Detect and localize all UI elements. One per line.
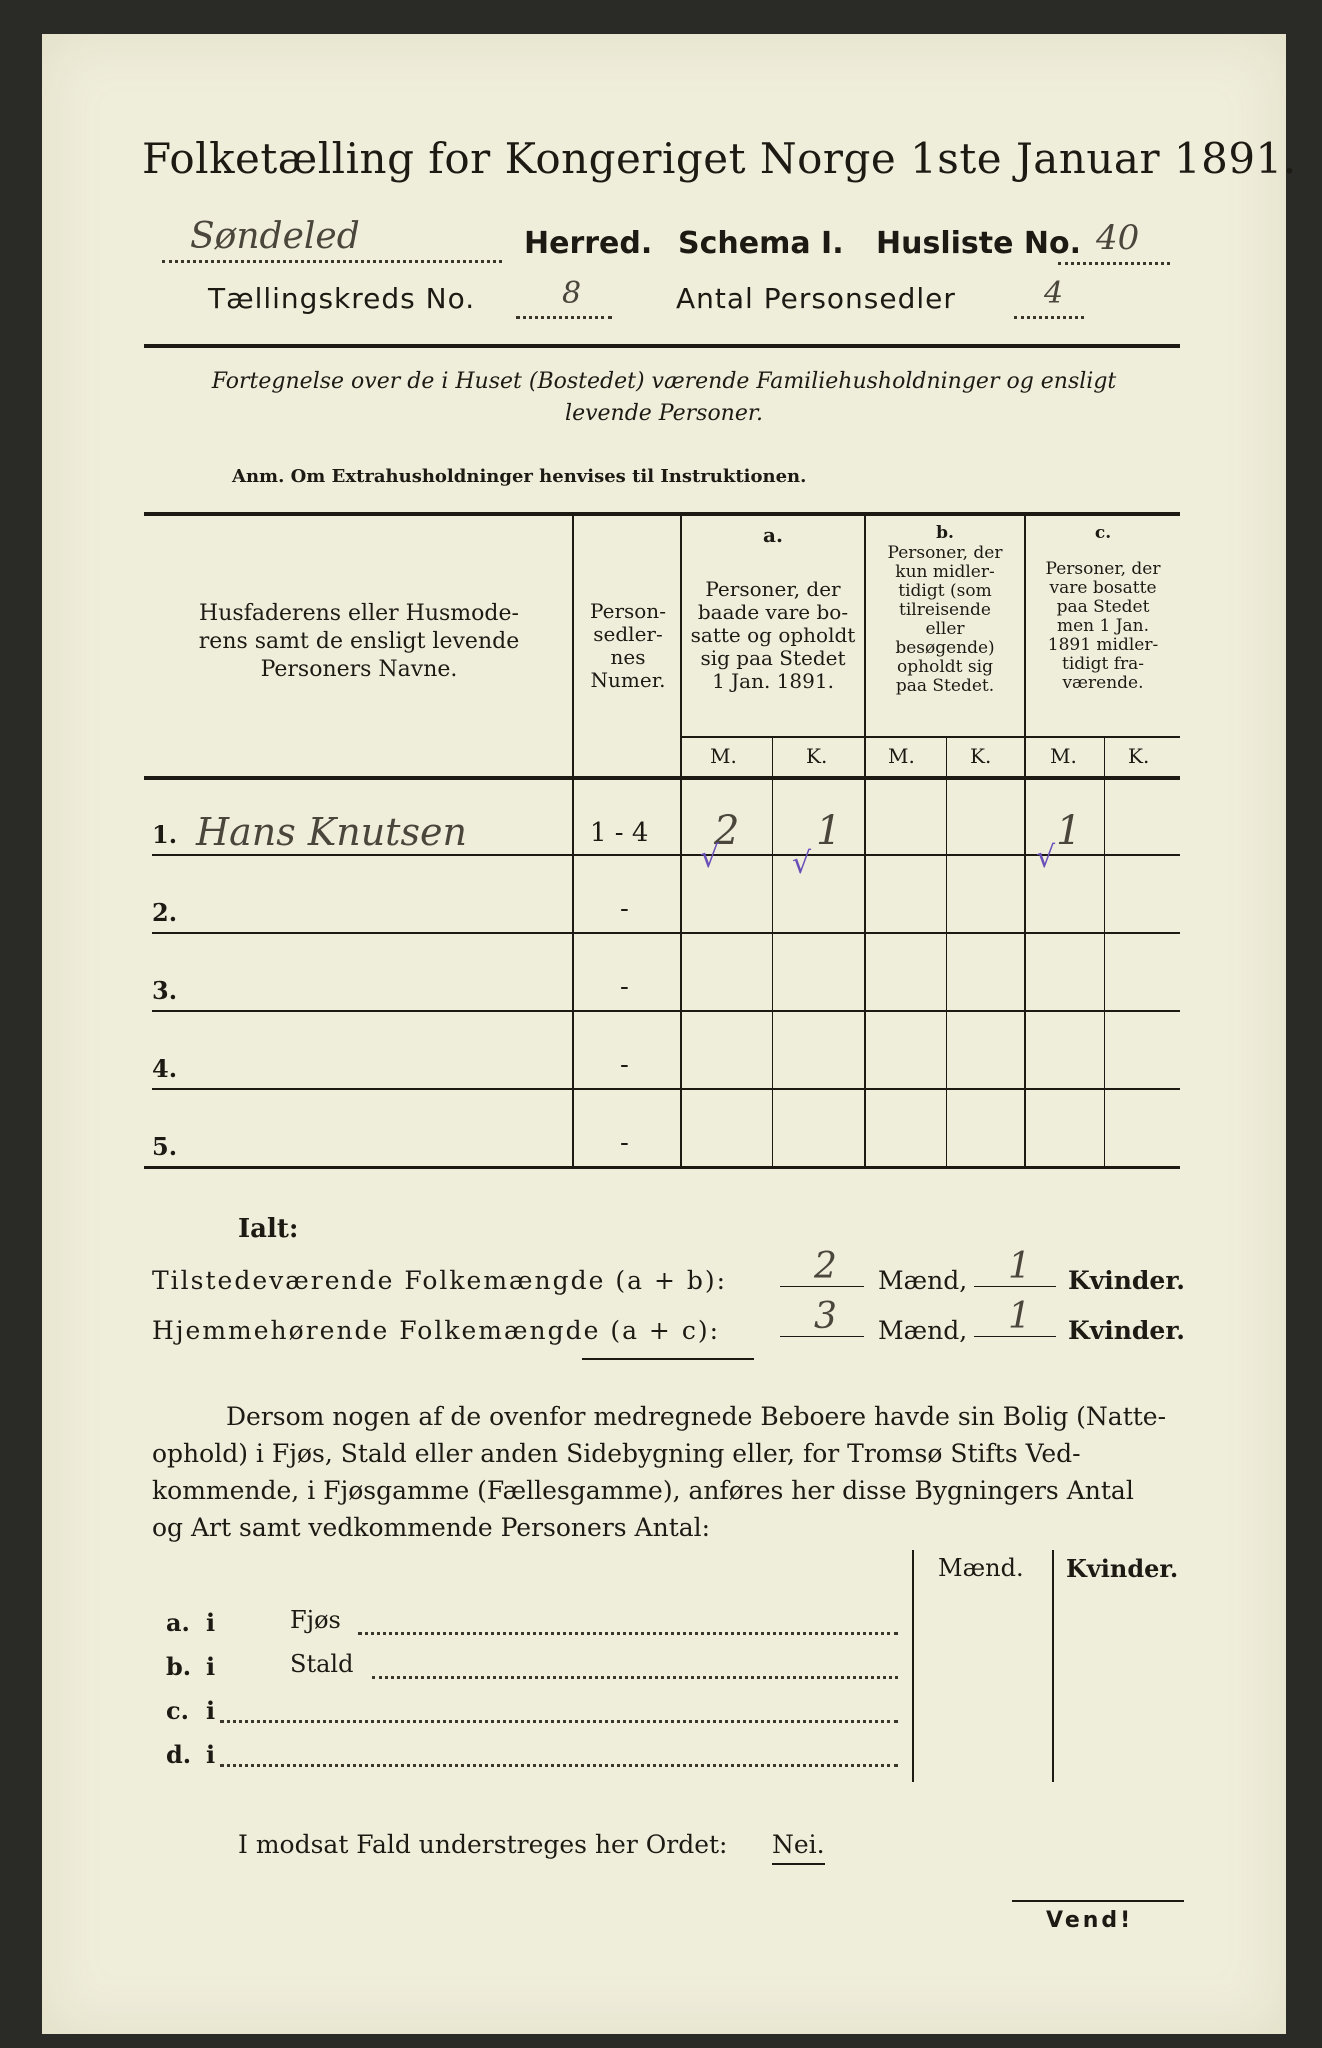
building-c-dots [220,1712,898,1723]
header-a-line-2: baade vare bo- [697,600,849,624]
header-a-line-1: Personer, der [705,577,841,601]
intro-line-1: Fortegnelse over de i Huset (Bostedet) værende Familiehusholdninger og ensligt [211,369,1117,394]
building-c-prefix: i [206,1696,216,1725]
row-1-numer: 1 - 4 [590,818,649,848]
row-1-a-m: 2 [714,808,740,854]
ialt-label: Ialt: [238,1214,299,1244]
header-c-k: K. [1128,744,1150,768]
header-names-line-1: Husfaderens eller Husmode- [199,601,519,626]
row-3-num: 3. [152,976,178,1005]
buildings-col-line-1 [912,1550,914,1782]
header-b-k: K. [970,744,992,768]
building-d-dots [220,1756,898,1767]
header-b-line-1: Personer, der [887,543,1003,563]
header-c-line-3: paa Stedet [1056,597,1150,617]
vend-rule [1012,1900,1184,1902]
tilstede-k-field [974,1246,1056,1287]
header-c-m: M. [1050,744,1077,768]
building-d-letter: d. [166,1740,192,1769]
building-b-dots [372,1668,898,1679]
buildings-col-line-2 [1052,1550,1054,1782]
hjemme-m-field [780,1296,864,1337]
header-numer-line-2: sedler- [593,622,663,646]
vend-text: Vend! [1046,1908,1134,1933]
header-numer-line-3: nes [610,645,646,669]
herred-value: Søndeled [190,216,360,257]
header-b-line-3: tidigt (som [898,581,992,601]
row-1-a-k-check: √ [792,846,812,881]
schema-label: Schema I. [678,226,844,261]
buildings-para-3: kommende, i Fjøsgamme (Fællesgamme), anføres her disse Bygningers Antal [152,1476,1134,1505]
buildings-maend-header: Mænd. [938,1554,1024,1582]
buildings-paragraph [152,1398,1182,1546]
taellingskreds-field [516,276,612,319]
row-rule-2 [152,932,1180,934]
anm-note: Anm. Om Extrahusholdninger henvises til Instruktionen. [232,466,807,487]
husliste-value: 40 [1096,218,1140,258]
tilstede-k-value: 1 [1008,1246,1031,1287]
header-b-line-6: besøgende) [895,638,995,658]
header-divider [144,344,1180,348]
modsat-text: I modsat Fald understreges her Ordet: [238,1830,728,1859]
col-line-b-mk [946,736,947,1168]
header-numer-line-1: Person- [590,599,666,623]
buildings-para-4: og Art samt vedkommende Personers Antal: [152,1513,711,1542]
intro-line-2: levende Personer. [565,401,763,426]
buildings-kvinder-header: Kvinder. [1066,1554,1179,1583]
header-a-k: K. [806,744,828,768]
header-b-letter: b. [936,523,954,543]
row-4-num: 4. [152,1054,178,1083]
header-b [866,544,1024,696]
hjemme-k-value: 1 [1008,1296,1031,1337]
form-title: Folketælling for Kongeriget Norge 1ste Januar 1891. [142,134,1297,183]
section-divider [582,1358,754,1360]
header-names [152,600,566,684]
hjemme-m-value: 3 [814,1296,837,1337]
building-b-label: Stald [290,1650,354,1678]
antal-value: 4 [1044,276,1064,311]
header-c-line-6: tidigt fra- [1061,654,1144,674]
header-c [1026,560,1180,693]
tilstede-m-value: 2 [814,1246,837,1287]
row-1-c-m-check: √ [1036,840,1056,875]
tilstede-label: Tilstedeværende Folkemængde (a + b): [152,1266,728,1295]
tilstede-kvinder: Kvinder. [1068,1266,1185,1295]
tilstede-maend: Mænd, [878,1266,968,1295]
header-a-line-5: 1 Jan. 1891. [712,669,834,693]
row-4-numer: - [620,1050,629,1080]
taellingskreds-value: 8 [562,276,582,311]
row-2-num: 2. [152,898,178,927]
row-2-numer: - [620,894,629,924]
header-c-letter: c. [1094,523,1112,543]
header-a-line-4: sig paa Stedet [700,646,846,670]
row-rule-4 [152,1088,1180,1090]
row-5-num: 5. [152,1132,178,1161]
header-c-line-4: men 1 Jan. [1056,616,1150,636]
row-5-numer: - [620,1128,629,1158]
header-a [682,578,864,693]
header-a-line-3: satte og opholdt [690,623,856,647]
nei-word: Nei. [772,1830,825,1865]
buildings-para-2: ophold) i Fjøs, Stald eller anden Sidebygning eller, for Tromsø Stifts Ved- [152,1439,1081,1468]
row-rule-3 [152,1010,1180,1012]
header-b-line-5: eller [925,619,965,639]
row-1-a-k: 1 [816,808,842,854]
husliste-field [1058,218,1170,265]
header-names-line-2: rens samt de ensligt levende [198,629,520,654]
building-d-prefix: i [206,1740,216,1769]
antal-field [1014,276,1084,319]
header-c-line-1: Personer, der [1045,559,1161,579]
header-numer-line-4: Numer. [590,668,666,692]
col-line-c-mk [1104,736,1105,1168]
header-c-line-5: 1891 midler- [1047,635,1159,655]
row-1-num: 1. [152,820,178,849]
building-c-letter: c. [166,1696,189,1725]
table-bottom-rule [144,1166,1180,1169]
intro-text [146,366,1182,430]
row-1-c-m: 1 [1056,808,1082,854]
mk-header-rule [682,736,1180,738]
header-a-letter: a. [763,523,783,547]
tilstede-m-field [780,1246,864,1287]
census-form-page [42,34,1297,2034]
header-c-line-7: værende. [1062,673,1144,693]
header-a-m: M. [710,744,737,768]
row-1-name: Hans Knutsen [196,810,467,854]
antal-label: Antal Personsedler [676,282,956,315]
header-b-line-7: opholdt sig [897,657,993,677]
header-b-line-4: tilreisende [898,600,991,620]
row-rule-1 [152,854,1180,856]
header-names-line-3: Personers Navne. [260,657,458,682]
row-1-a-m-check: √ [700,840,720,875]
header-b-m: M. [888,744,915,768]
building-a-prefix: i [206,1608,216,1637]
buildings-para-1: Dersom nogen af de ovenfor medregnede Beboere havde sin Bolig (Natte- [226,1402,1167,1431]
header-b-line-2: kun midler- [895,562,995,582]
hjemme-label: Hjemmehørende Folkemængde (a + c): [152,1316,720,1345]
building-b-prefix: i [206,1652,216,1681]
herred-label: Herred. [524,226,653,261]
building-a-label: Fjøs [290,1606,341,1634]
row-3-numer: - [620,972,629,1002]
husliste-label: Husliste No. [876,226,1081,261]
hjemme-kvinder: Kvinder. [1068,1316,1185,1345]
header-b-line-8: paa Stedet. [895,676,995,696]
building-b-letter: b. [166,1652,192,1681]
hjemme-maend: Mænd, [878,1316,968,1345]
building-a-dots [358,1624,898,1635]
herred-field [162,216,502,263]
col-line-1 [572,514,574,1168]
header-c-line-2: vare bosatte [1049,578,1157,598]
col-line-a-mk [772,736,773,1168]
building-a-letter: a. [166,1608,190,1637]
hjemme-k-field [974,1296,1056,1337]
taellingskreds-label: Tællingskreds No. [208,282,476,315]
header-numer [576,600,680,692]
